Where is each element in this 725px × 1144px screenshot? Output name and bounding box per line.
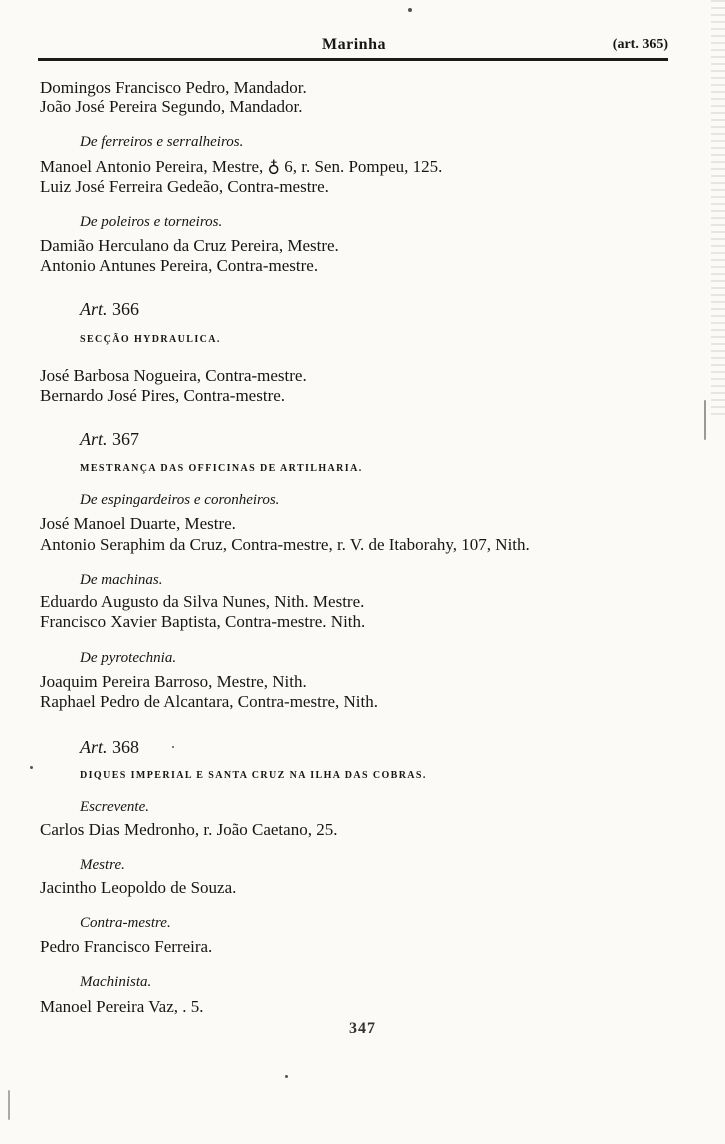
subsection-heading: De espingardeiros e coronheiros. — [80, 492, 280, 508]
entry-line: Carlos Dias Medronho, r. João Caetano, 25. — [40, 820, 338, 839]
article-number: 368 — [112, 737, 140, 757]
article-number: 367 — [112, 429, 140, 449]
entry-line: Manoel Pereira Vaz, . 5. — [40, 997, 204, 1016]
entry-line: José Manoel Duarte, Mestre. — [40, 514, 236, 533]
article-label: Art. — [80, 299, 108, 319]
entry-line: Raphael Pedro de Alcantara, Contra-mestre, Nith. — [40, 692, 378, 711]
scan-speck — [30, 766, 33, 769]
scan-speck — [408, 8, 412, 12]
subsection-heading: De poleiros e torneiros. — [80, 214, 223, 230]
article-number: 366 — [112, 299, 140, 319]
article-heading — [80, 737, 139, 757]
subsection-heading: Mestre. — [80, 857, 125, 873]
entry-line: Bernardo José Pires, Contra-mestre. — [40, 386, 286, 405]
page-header — [40, 36, 668, 58]
page-number: 347 — [349, 1020, 376, 1037]
scan-speck — [704, 400, 706, 440]
article-label: Art. — [80, 429, 108, 449]
subsection-heading: De machinas. — [80, 572, 163, 588]
scan-speck — [285, 1075, 288, 1078]
subsection-heading: De ferreiros e serralheiros. — [80, 134, 244, 150]
section-title: DIQUES IMPERIAL E SANTA CRUZ NA ILHA DAS COBRAS. — [80, 770, 427, 781]
article-heading — [80, 429, 139, 449]
entry-line: Jacintho Leopoldo de Souza. — [40, 878, 237, 897]
scan-speck — [8, 1090, 10, 1120]
entry-line: Joaquim Pereira Barroso, Mestre, Nith. — [40, 672, 307, 691]
entry-line: Antonio Seraphim da Cruz, Contra-mestre, r. V. de Itaborahy, 107, Nith. — [40, 535, 530, 554]
header-rule — [38, 58, 668, 61]
subsection-heading: Escrevente. — [80, 799, 149, 815]
entry-line: Eduardo Augusto da Silva Nunes, Nith. Mestre. — [40, 592, 365, 611]
entry-line: Damião Herculano da Cruz Pereira, Mestre. — [40, 236, 339, 255]
section-title: MESTRANÇA DAS OFFICINAS DE ARTILHARIA. — [80, 463, 363, 474]
page-edge-shading — [711, 0, 725, 420]
article-label: Art. — [80, 737, 108, 757]
entry-line: José Barbosa Nogueira, Contra-mestre. — [40, 366, 307, 385]
subsection-heading: De pyrotechnia. — [80, 650, 177, 666]
entry-line: Luiz José Ferreira Gedeão, Contra-mestre. — [40, 177, 329, 196]
entry-line: João José Pereira Segundo, Mandador. — [40, 97, 303, 116]
entry-line: Pedro Francisco Ferreira. — [40, 937, 213, 956]
header-article-ref: (art. 365) — [612, 37, 668, 52]
article-heading — [80, 299, 139, 319]
subsection-heading: Contra-mestre. — [80, 915, 171, 931]
entry-line: Manoel Antonio Pereira, Mestre, ♁ 6, r. Sen. Pompeu, 125. — [40, 157, 443, 176]
scan-speck — [172, 746, 174, 748]
entry-line: Antonio Antunes Pereira, Contra-mestre. — [40, 256, 319, 275]
section-title: SECÇÃO HYDRAULICA. — [80, 334, 221, 345]
subsection-heading: Machinista. — [80, 974, 152, 990]
entry-line: Francisco Xavier Baptista, Contra-mestre. Nith. — [40, 612, 366, 631]
entry-line: Domingos Francisco Pedro, Mandador. — [40, 78, 307, 97]
header-title: Marinha — [322, 36, 386, 53]
